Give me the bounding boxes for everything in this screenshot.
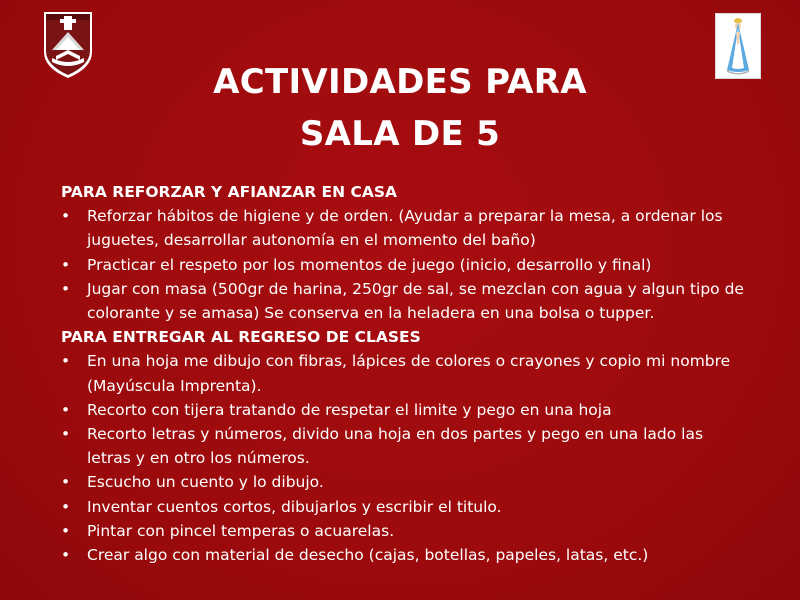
- section-heading-reforzar: PARA REFORZAR Y AFIANZAR EN CASA: [61, 183, 398, 201]
- bullet-icon: •: [61, 425, 71, 444]
- section-heading-entregar: PARA ENTREGAR AL REGRESO DE CLASES: [61, 328, 421, 347]
- list-item: • Jugar con masa (500gr de harina, 250gr de sal, se mezclan con agua y algun tipo de colorante y se amasa) Se conserva en la heladera en una bolsa o tupper.: [61, 277, 751, 325]
- list-item: • Escucho un cuento y lo dibujo.: [61, 470, 751, 494]
- list-item: • Reforzar hábitos de higiene y de orden. (Ayudar a preparar la mesa, a ordenar los juguetes, desarrollar autonomía en el momento del baño): [61, 204, 751, 252]
- list-item: • Recorto letras y números, divido una hoja en dos partes y pego en una lado las letras y en otro los números.: [61, 422, 751, 470]
- bullet-icon: •: [61, 279, 71, 298]
- bullet-icon: •: [61, 497, 71, 516]
- bullet-icon: •: [61, 546, 71, 565]
- list-item: • Recorto con tijera tratando de respetar el limite y pego en una hoja: [61, 398, 751, 422]
- title-line-2: SALA DE 5: [299, 114, 501, 154]
- bullet-icon: •: [61, 255, 71, 274]
- activities-content: [61, 180, 751, 567]
- list-item: • Inventar cuentos cortos, dibujarlos y escribir el titulo.: [61, 495, 751, 519]
- title-line-1: ACTIVIDADES PARA: [213, 62, 587, 102]
- list-item: • Practicar el respeto por los momentos de juego (inicio, desarrollo y final): [61, 253, 751, 277]
- page-title: [0, 56, 800, 160]
- list-item: • En una hoja me dibujo con fibras, lápices de colores o crayones y copio mi nombre (Mayúscula Imprenta).: [61, 349, 751, 397]
- entregar-list: [61, 349, 751, 567]
- bullet-icon: •: [61, 352, 71, 371]
- list-item: • Pintar con pincel temperas o acuarelas.: [61, 519, 751, 543]
- list-item: • Crear algo con material de desecho (cajas, botellas, papeles, latas, etc.): [61, 543, 751, 567]
- bullet-icon: •: [61, 473, 71, 492]
- bullet-icon: •: [61, 207, 71, 226]
- bullet-icon: •: [61, 400, 71, 419]
- bullet-icon: •: [61, 521, 71, 540]
- reforzar-list: [61, 204, 751, 325]
